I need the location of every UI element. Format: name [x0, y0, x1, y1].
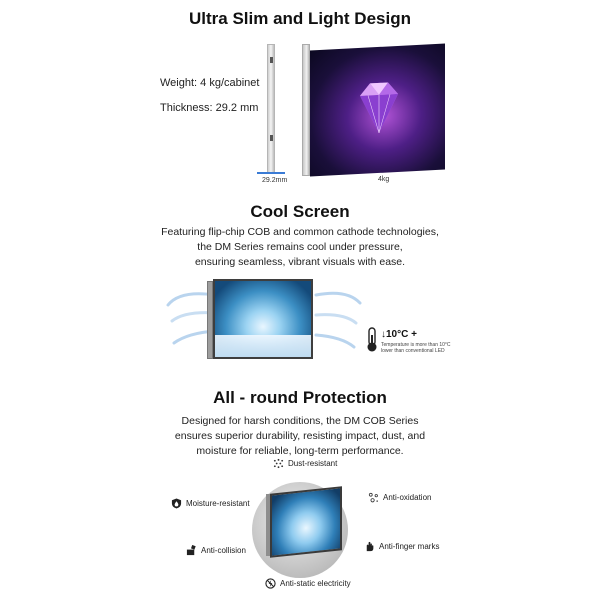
cool-desc-line: Featuring flip-chip COB and common cathode technologies, — [161, 226, 439, 238]
diamond-icon — [348, 75, 410, 140]
feature-label: Anti-oxidation — [383, 493, 432, 502]
ice-cave-screen-image — [213, 279, 313, 359]
feature-anti-static — [265, 578, 351, 589]
temp-note-line: lower than conventional LED — [381, 348, 445, 354]
weight-dim-label: 4kg — [378, 176, 390, 183]
weight-spec: Weight: 4 kg/cabinet — [160, 77, 260, 89]
cave-floor — [215, 335, 311, 357]
feature-anti-finger-marks — [364, 541, 439, 552]
hammer-icon — [186, 545, 197, 556]
temp-note-line: Temperature is more than 10°C — [381, 342, 451, 348]
feature-label: Dust-resistant — [288, 459, 338, 468]
temperature-note — [381, 342, 451, 354]
diamond-screen-image — [310, 43, 445, 176]
section-title-cool: Cool Screen — [250, 202, 350, 221]
thickness-arrow — [257, 172, 285, 174]
cool-desc-line: ensuring seamless, vibrant visuals with ease. — [194, 256, 406, 268]
section-title-slim: Ultra Slim and Light Design — [189, 9, 411, 28]
no-static-icon — [265, 578, 276, 589]
feature-anti-collision — [186, 545, 246, 556]
protection-desc-line: ensures superior durability, resisting impact, dust, and — [174, 430, 426, 442]
cool-desc-line: the DM Series remains cool under pressure, — [197, 241, 403, 253]
feature-label: Anti-static electricity — [280, 579, 351, 588]
feature-label: Anti-collision — [201, 546, 246, 555]
protection-screen-image — [270, 486, 342, 558]
shield-drop-icon — [171, 498, 182, 509]
protection-description — [0, 414, 600, 459]
temperature-value: ↓10°C + — [381, 329, 417, 340]
thickness-dim-label: 29.2mm — [262, 177, 288, 184]
cool-air-right-icon — [312, 285, 367, 355]
feature-dust-resistant — [273, 458, 337, 469]
thermometer-icon — [365, 327, 379, 353]
hand-icon — [364, 541, 375, 552]
thickness-spec: Thickness: 29.2 mm — [160, 102, 259, 114]
cabinet-side-view — [267, 44, 275, 174]
feature-moisture-resistant — [171, 498, 250, 509]
dust-icon — [273, 458, 284, 469]
protection-desc-line: Designed for harsh conditions, the DM COB Series — [181, 415, 419, 427]
feature-anti-oxidation — [368, 492, 431, 503]
cabinet-frame — [302, 44, 310, 176]
feature-label: Moisture-resistant — [186, 499, 250, 508]
protection-desc-line: moisture for reliable, long-term performance. — [196, 445, 404, 457]
cool-description — [0, 225, 600, 270]
particles-icon — [368, 492, 379, 503]
section-title-protection: All - round Protection — [213, 388, 387, 407]
feature-label: Anti-finger marks — [379, 542, 440, 551]
